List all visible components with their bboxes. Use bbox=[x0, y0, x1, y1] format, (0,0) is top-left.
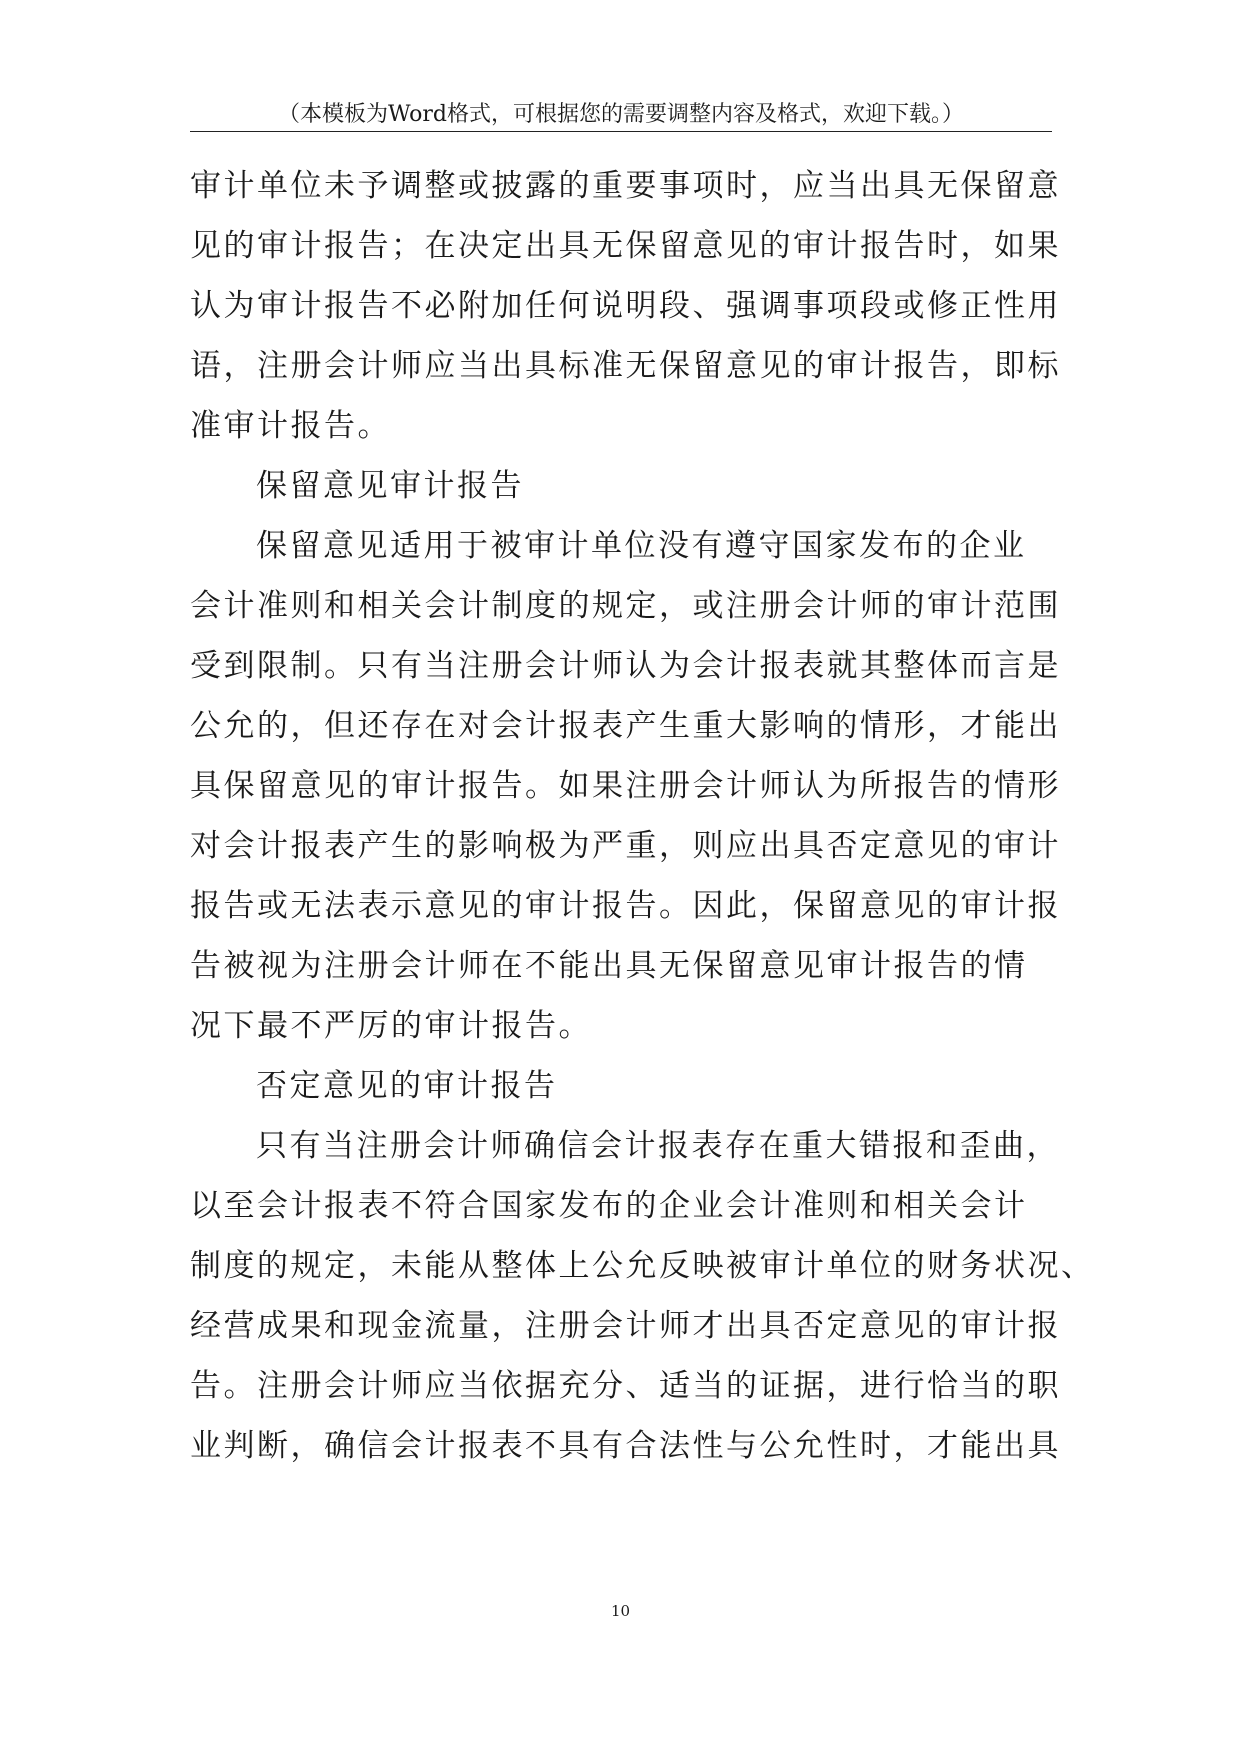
body-line: 告。注册会计师应当依据充分、适当的证据，进行恰当的职 bbox=[190, 1368, 1061, 1404]
body-line: 受到限制。只有当注册会计师认为会计报表就其整体而言是 bbox=[190, 648, 1061, 684]
body-line: 见的审计报告；在决定出具无保留意见的审计报告时，如果 bbox=[190, 228, 1061, 264]
header-note: （本模板为Word格式，可根据您的需要调整内容及格式，欢迎下载。） bbox=[278, 102, 964, 127]
body-line: 业判断，确信会计报表不具有合法性与公允性时，才能出具 bbox=[190, 1428, 1061, 1464]
body-line: 以至会计报表不符合国家发布的企业会计准则和相关会计 bbox=[190, 1188, 1028, 1224]
header-divider bbox=[190, 131, 1052, 132]
body-line: 审计单位未予调整或披露的重要事项时，应当出具无保留意 bbox=[190, 168, 1061, 204]
body-line: 对会计报表产生的影响极为严重，则应出具否定意见的审计 bbox=[190, 828, 1061, 864]
body-line: 经营成果和现金流量，注册会计师才出具否定意见的审计报 bbox=[190, 1308, 1061, 1344]
body-line: 公允的，但还存在对会计报表产生重大影响的情形，才能出 bbox=[190, 708, 1061, 744]
section-heading-qualified-opinion: 保留意见审计报告 bbox=[256, 468, 524, 504]
body-line: 况下最不严厉的审计报告。 bbox=[190, 1008, 592, 1044]
body-line: 制度的规定，未能从整体上公允反映被审计单位的财务状况、 bbox=[190, 1248, 1095, 1284]
body-line: 具保留意见的审计报告。如果注册会计师认为所报告的情形 bbox=[190, 768, 1061, 804]
body-line: 报告或无法表示意见的审计报告。因此，保留意见的审计报 bbox=[190, 888, 1061, 924]
page-number: 10 bbox=[610, 1602, 631, 1620]
body-line: 认为审计报告不必附加任何说明段、强调事项段或修正性用 bbox=[190, 288, 1061, 324]
body-line: 语，注册会计师应当出具标准无保留意见的审计报告，即标 bbox=[190, 348, 1061, 384]
body-line: 只有当注册会计师确信会计报表存在重大错报和歪曲， bbox=[256, 1128, 1060, 1164]
body-line: 会计准则和相关会计制度的规定，或注册会计师的审计范围 bbox=[190, 588, 1061, 624]
section-heading-adverse-opinion: 否定意见的审计报告 bbox=[256, 1068, 558, 1104]
body-line: 保留意见适用于被审计单位没有遵守国家发布的企业 bbox=[256, 528, 1027, 564]
body-line: 准审计报告。 bbox=[190, 408, 391, 444]
document-body bbox=[190, 156, 1095, 1476]
body-line: 告被视为注册会计师在不能出具无保留意见审计报告的情 bbox=[190, 948, 1028, 984]
